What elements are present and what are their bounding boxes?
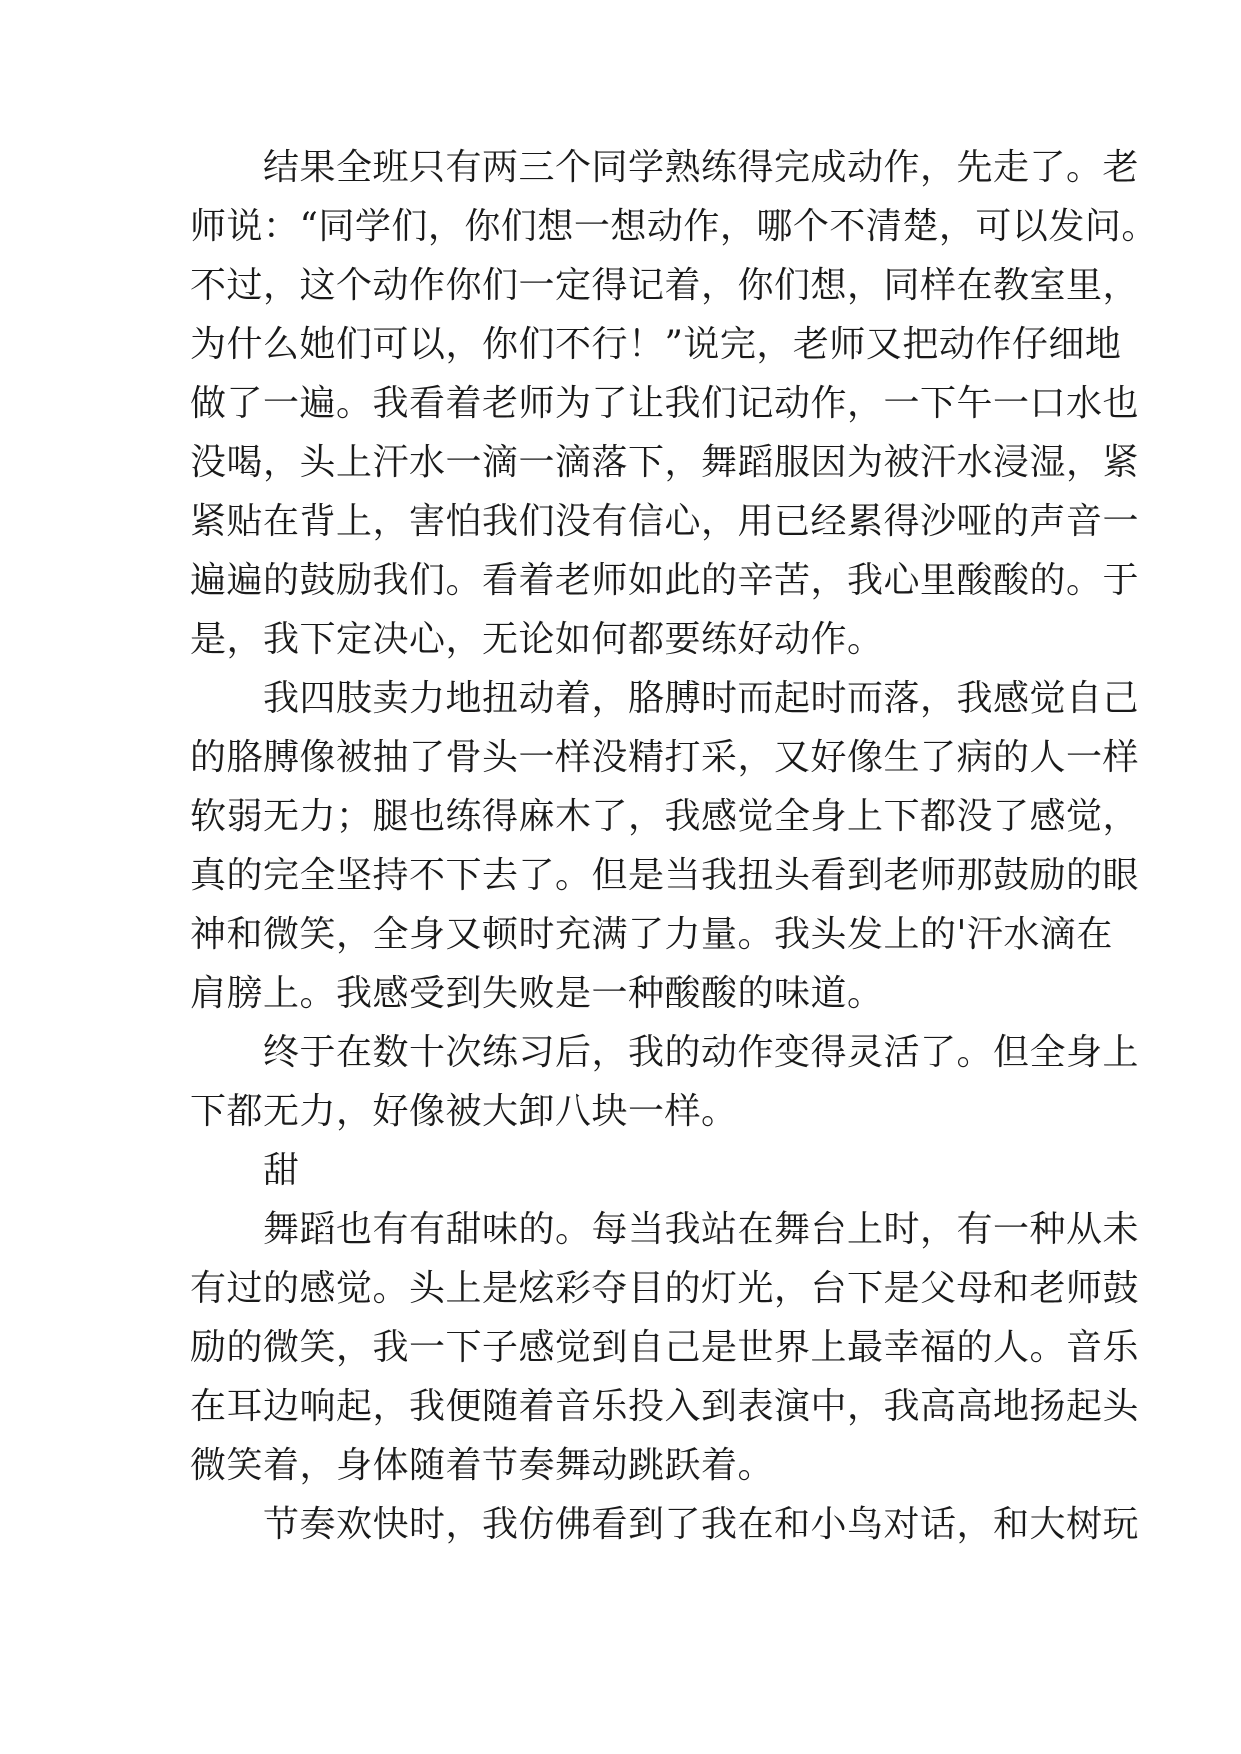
- text-line: 肩膀上。我感受到失败是一种酸酸的味道。: [190, 973, 884, 1014]
- text-line: 师说：“同学们，你们想一想动作，哪个不清楚，可以发问。: [190, 206, 1158, 247]
- text-line: 有过的感觉。头上是炫彩夺目的灯光，台下是父母和老师鼓: [190, 1268, 1140, 1309]
- text-line: 软弱无力；腿也练得麻木了，我感觉全身上下都没了感觉，: [190, 796, 1140, 837]
- text-line: 舞蹈也有有甜味的。每当我站在舞台上时，有一种从未: [190, 1209, 1140, 1250]
- text-line: 的胳膊像被抽了骨头一样没精打采，又好像生了病的人一样: [190, 737, 1140, 778]
- text-line: 遍遍的鼓励我们。看着老师如此的辛苦，我心里酸酸的。于: [190, 560, 1140, 601]
- text-line: 真的完全坚持不下去了。但是当我扭头看到老师那鼓励的眼: [190, 855, 1140, 896]
- text-line: 做了一遍。我看着老师为了让我们记动作，一下午一口水也: [190, 383, 1140, 424]
- section-heading: 甜: [190, 1150, 300, 1191]
- text-line: 不过，这个动作你们一定得记着，你们想，同样在教室里，: [190, 265, 1140, 306]
- text-line: 紧贴在背上，害怕我们没有信心，用已经累得沙哑的声音一: [190, 501, 1140, 542]
- text-line: 终于在数十次练习后，我的动作变得灵活了。但全身上: [190, 1032, 1140, 1073]
- text-line: 微笑着，身体随着节奏舞动跳跃着。: [190, 1445, 775, 1486]
- text-line: 节奏欢快时，我仿佛看到了我在和小鸟对话，和大树玩: [190, 1504, 1140, 1545]
- text-line: 结果全班只有两三个同学熟练得完成动作，先走了。老: [190, 147, 1140, 188]
- text-line: 为什么她们可以，你们不行！”说完，老师又把动作仔细地: [190, 324, 1122, 365]
- text-line: 是，我下定决心，无论如何都要练好动作。: [190, 619, 884, 660]
- text-line: 下都无力，好像被大卸八块一样。: [190, 1091, 738, 1132]
- text-line: 神和微笑，全身又顿时充满了力量。我头发上的'汗水滴在: [190, 914, 1113, 955]
- text-line: 励的微笑，我一下子感觉到自己是世界上最幸福的人。音乐: [190, 1327, 1140, 1368]
- text-line: 我四肢卖力地扭动着，胳膊时而起时而落，我感觉自己: [190, 678, 1140, 719]
- text-line: 没喝，头上汗水一滴一滴落下，舞蹈服因为被汗水浸湿，紧: [190, 442, 1140, 483]
- text-line: 在耳边响起，我便随着音乐投入到表演中，我高高地扬起头: [190, 1386, 1140, 1427]
